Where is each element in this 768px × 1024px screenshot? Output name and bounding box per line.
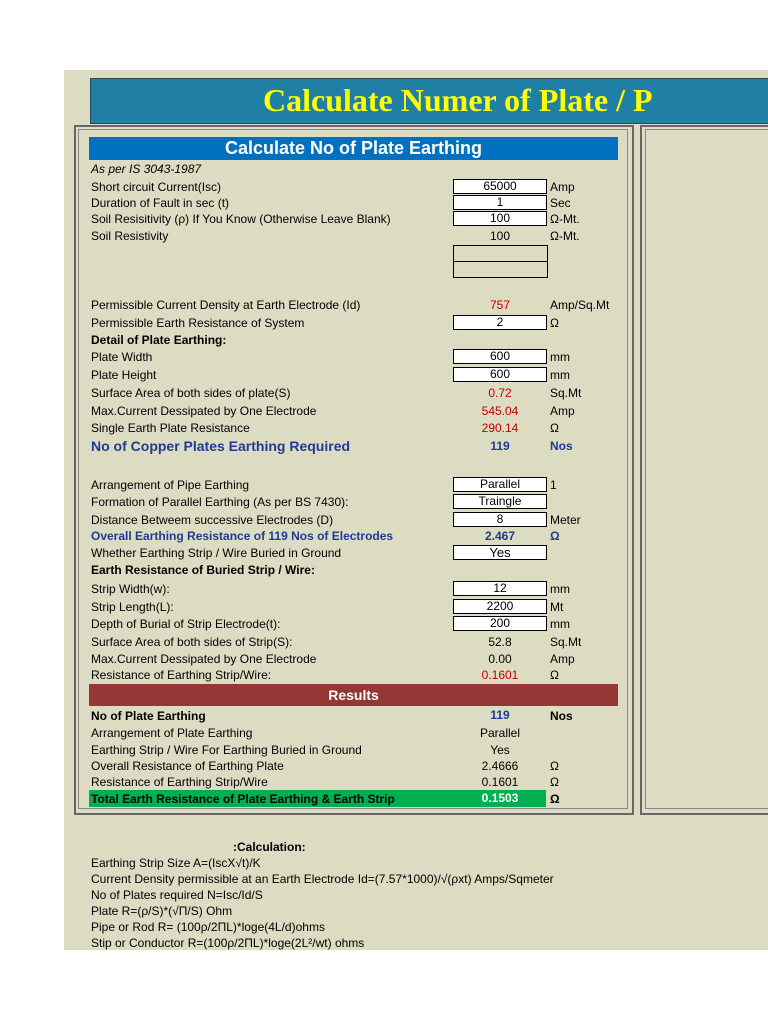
- strip-res-label: Resistance of Earthing Strip/Wire:: [91, 668, 272, 682]
- result-overall-value: 2.4666: [481, 759, 519, 773]
- isc-unit: Amp: [550, 180, 575, 194]
- result-strip-value: Yes: [490, 743, 510, 757]
- soil-resistivity-known-unit: Ω-Mt.: [550, 212, 580, 226]
- perm-res-input[interactable]: 2: [453, 315, 547, 330]
- blank-cell-2[interactable]: [453, 261, 548, 278]
- arrangement-select[interactable]: Parallel: [453, 477, 547, 492]
- standard-note: As per IS 3043-1987: [91, 162, 202, 176]
- strip-current-value: 0.00: [488, 652, 512, 666]
- result-plates-value: 119: [490, 708, 510, 722]
- result-arrangement-label: Arrangement of Plate Earthing: [91, 726, 253, 740]
- arrangement-label: Arrangement of Pipe Earthing: [91, 478, 250, 492]
- result-plates-label: No of Plate Earthing: [91, 709, 206, 723]
- strip-heading: Earth Resistance of Buried Strip / Wire:: [91, 563, 315, 577]
- banner-title: Calculate Numer of Plate / P: [263, 82, 653, 118]
- strip-res-unit: Ω: [550, 668, 559, 682]
- result-total-unit: Ω: [550, 792, 560, 806]
- surface-area-value: 0.72: [488, 386, 512, 400]
- max-current-unit: Amp: [550, 404, 575, 418]
- overall-res-value: 2.467: [484, 529, 516, 543]
- soil-resistivity-unit: Ω-Mt.: [550, 229, 580, 243]
- max-current-value: 545.04: [481, 404, 519, 418]
- plate-height-label: Plate Height: [91, 368, 157, 382]
- calc-line-4: Plate R=(ρ/S)*(√Π/S) Ohm: [91, 904, 233, 918]
- result-overall-unit: Ω: [550, 759, 559, 773]
- strip-area-unit: Sq.Mt: [550, 635, 582, 649]
- strip-depth-label: Depth of Burial of Strip Electrode(t):: [91, 617, 281, 631]
- density-value: 757: [489, 298, 511, 312]
- soil-resistivity-known-label: Soil Resisitivity (ρ) If You Know (Otherwise Leave Blank): [91, 212, 391, 226]
- result-plates-unit: Nos: [550, 709, 573, 723]
- density-unit: Amp/Sq.Mt: [550, 298, 610, 312]
- calc-line-3: No of Plates required N=Isc/Id/S: [91, 888, 263, 902]
- single-res-value: 290.14: [481, 421, 519, 435]
- soil-resistivity-value: 100: [489, 229, 511, 243]
- strip-current-label: Max.Current Dessipated by One Electrode: [91, 652, 317, 666]
- soil-resistivity-input[interactable]: 100: [453, 211, 547, 226]
- result-strip-res-value: 0.1601: [481, 775, 519, 789]
- duration-label: Duration of Fault in sec (t): [91, 196, 230, 210]
- strip-area-value: 52.8: [488, 635, 512, 649]
- result-strip-res-label: Resistance of Earthing Strip/Wire: [91, 775, 268, 789]
- plates-required-unit: Nos: [550, 439, 573, 453]
- perm-res-label: Permissible Earth Resistance of System: [91, 316, 305, 330]
- formation-label: Formation of Parallel Earthing (As per BS 7430):: [91, 495, 349, 509]
- strip-depth-input[interactable]: 200: [453, 616, 547, 631]
- calc-line-5: Pipe or Rod R= (100ρ/2ΠL)*loge(4L/d)ohms: [91, 920, 325, 934]
- result-arrangement-value: Parallel: [479, 726, 521, 740]
- result-total-label: Total Earth Resistance of Plate Earthing & Earth Strip: [91, 792, 395, 806]
- distance-label: Distance Betweem successive Electrodes (D): [91, 513, 334, 527]
- duration-input[interactable]: 1: [453, 195, 547, 210]
- sheet-banner: [90, 78, 768, 124]
- single-res-unit: Ω: [550, 421, 559, 435]
- isc-input[interactable]: 65000: [453, 179, 547, 194]
- second-panel-frame-inner: [645, 129, 768, 809]
- strip-res-value: 0.1601: [481, 668, 519, 682]
- strip-length-input[interactable]: 2200: [453, 599, 547, 614]
- formation-select[interactable]: Traingle: [453, 494, 547, 509]
- strip-width-unit: mm: [550, 582, 570, 596]
- strip-buried-label: Whether Earthing Strip / Wire Buried in Ground: [91, 546, 342, 560]
- distance-unit: Meter: [550, 513, 581, 527]
- result-overall-label: Overall Resistance of Earthing Plate: [91, 759, 284, 773]
- overall-res-unit: Ω: [550, 529, 560, 543]
- duration-unit: Sec: [550, 196, 571, 210]
- arrangement-unit: 1: [550, 478, 557, 492]
- plates-required-label: No of Copper Plates Earthing Required: [91, 438, 351, 454]
- calc-line-1: Earthing Strip Size A=(IscX√t)/K: [91, 856, 261, 870]
- plate-height-unit: mm: [550, 368, 570, 382]
- overall-res-label: Overall Earthing Resistance of 119 Nos of Electrodes: [91, 529, 394, 543]
- plate-height-input[interactable]: 600: [453, 367, 547, 382]
- strip-length-label: Strip Length(L):: [91, 600, 174, 614]
- result-total-value: 0.1503: [481, 791, 519, 805]
- plate-detail-heading: Detail of Plate Earthing:: [91, 333, 227, 347]
- plate-width-unit: mm: [550, 350, 570, 364]
- isc-label: Short circuit Current(Isc): [91, 180, 222, 194]
- strip-length-unit: Mt: [550, 600, 564, 614]
- plate-width-label: Plate Width: [91, 350, 153, 364]
- plates-required-value: 119: [490, 439, 510, 453]
- result-strip-label: Earthing Strip / Wire For Earthing Buried in Ground: [91, 743, 362, 757]
- result-strip-res-unit: Ω: [550, 775, 559, 789]
- soil-resistivity-label: Soil Resistivity: [91, 229, 169, 243]
- section-title: Calculate No of Plate Earthing: [89, 137, 618, 160]
- strip-current-unit: Amp: [550, 652, 575, 666]
- surface-area-unit: Sq.Mt: [550, 386, 582, 400]
- perm-res-unit: Ω: [550, 316, 559, 330]
- plate-width-input[interactable]: 600: [453, 349, 547, 364]
- strip-width-input[interactable]: 12: [453, 581, 547, 596]
- calculation-heading: :Calculation:: [233, 840, 306, 854]
- strip-depth-unit: mm: [550, 617, 570, 631]
- density-label: Permissible Current Density at Earth Electrode (Id): [91, 298, 361, 312]
- strip-width-label: Strip Width(w):: [91, 582, 170, 596]
- distance-input[interactable]: 8: [453, 512, 547, 527]
- surface-area-label: Surface Area of both sides of plate(S): [91, 386, 291, 400]
- calc-line-2: Current Density permissible at an Earth Electrode Id=(7.57*1000)/√(ρxt) Amps/Sqmeter: [91, 872, 554, 886]
- strip-buried-select[interactable]: Yes: [453, 545, 547, 560]
- calc-line-6: Stip or Conductor R=(100ρ/2ΠL)*loge(2L²/wt) ohms: [91, 936, 365, 950]
- max-current-label: Max.Current Dessipated by One Electrode: [91, 404, 317, 418]
- strip-area-label: Surface Area of both sides of Strip(S):: [91, 635, 293, 649]
- results-heading: Results: [89, 684, 618, 706]
- blank-cell-1[interactable]: [453, 245, 548, 262]
- single-res-label: Single Earth Plate Resistance: [91, 421, 250, 435]
